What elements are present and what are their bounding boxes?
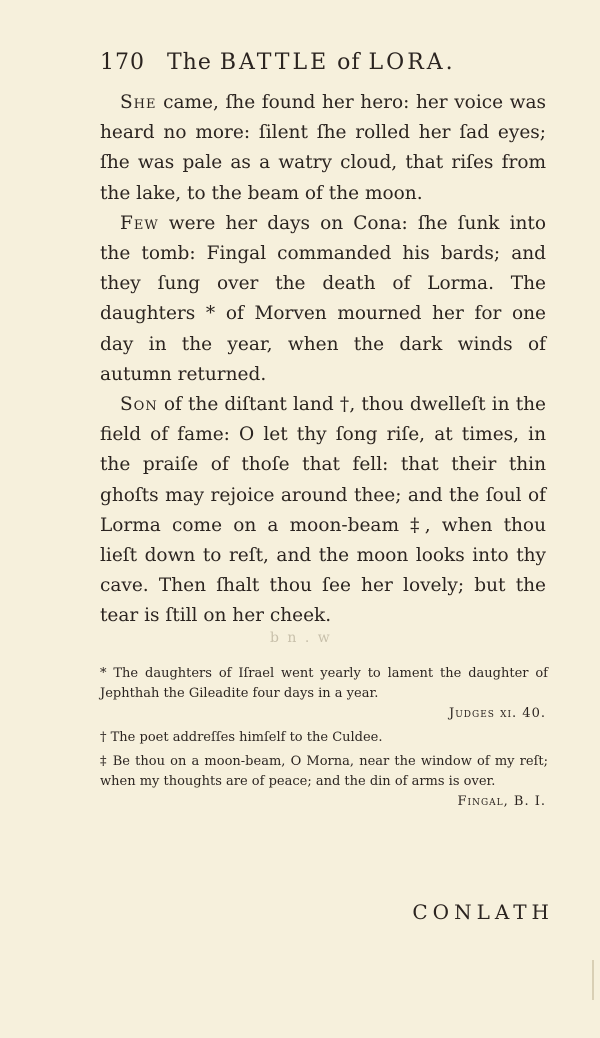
footnote-3: ‡ Be thou on a moon-beam, O Morna, near the window of my reſt; when my thoughts are of peace; and the din of arms is over. — [100, 754, 548, 789]
faint-bleed-through-mark: b n . w — [270, 630, 332, 646]
paragraph-2-text: were her days on Cona: ſhe ſunk into the tomb: Fingal commanded his bards; and they ſung over the death of Lorma. The daughters * of Morven mourned her for one day in the year, when the dark winds of autumn returned. — [100, 212, 546, 385]
footnotes — [100, 664, 548, 812]
page-edge-divider — [592, 960, 594, 1000]
paragraph-1-text: came, ſhe found her hero: her voice was heard no more: ſilent ſhe rolled her ſad eyes; ſhe was pale as a watry cloud, that riſes from the lake, to the beam of the moon. — [100, 92, 546, 204]
catchword: CONLATH — [412, 900, 554, 924]
footnote-3-reference: Fingal, B. I. — [457, 794, 546, 809]
paragraph-3 — [100, 390, 546, 632]
paragraph-2 — [100, 209, 546, 390]
header-title-battle: BATTLE — [219, 50, 330, 75]
header-title-pre: The — [167, 50, 212, 75]
footnote-1-reference: Judges xi. 40. — [449, 706, 546, 721]
footnote-1: * The daughters of Iſrael went yearly to lament the daughter of Jephthah the Gileadite four days in a year. — [100, 666, 548, 701]
paragraph-1 — [100, 88, 546, 209]
paragraph-2-lead: Few — [120, 212, 159, 234]
header-title-lora: LORA. — [368, 50, 456, 75]
footnote-2: † The poet addreſſes himſelf to the Culdee. — [100, 730, 383, 745]
paragraph-3-text: of the diſtant land †, thou dwelleſt in the field of fame: O let thy ſong riſe, at times, in the praiſe of thoſe that fell: that their thin ghoſts may rejoice around thee; and the ſoul of Lorma come on a moon-beam ‡, when thou lieſt down to reſt, and the moon looks into thy cave. Then ſhalt thou ſee her lovely; but the tear is ſtill on her cheek. — [100, 394, 546, 627]
header-title-of: of — [337, 50, 361, 75]
paragraph-3-lead: Son — [120, 394, 158, 416]
paragraph-1-lead: She — [120, 92, 157, 113]
running-header — [100, 50, 500, 82]
body-text — [100, 88, 546, 632]
page-number: 170 — [100, 50, 145, 75]
